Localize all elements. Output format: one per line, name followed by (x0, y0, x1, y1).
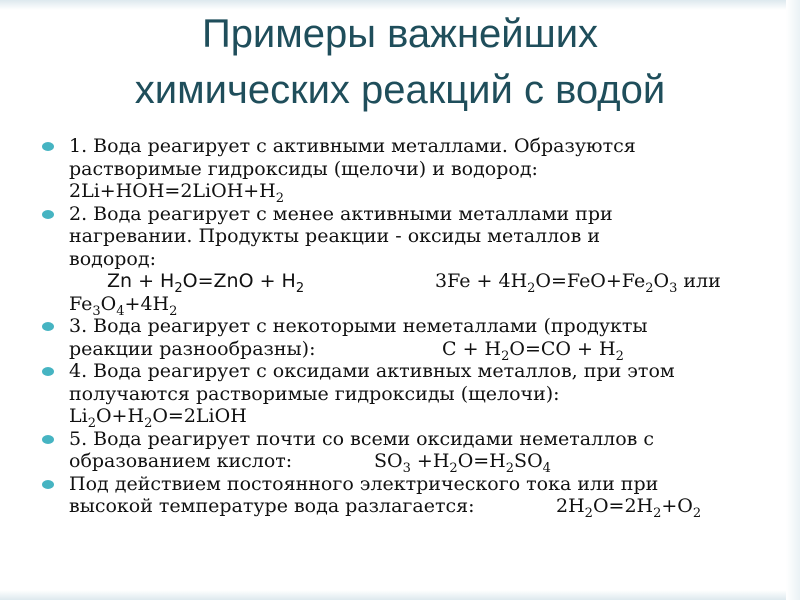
list-item-3 (42, 315, 777, 364)
item-2-line-3: водород: (69, 247, 156, 270)
equation-fe: $3Fe + 4H_2O=FeO+Fe_2O_3$ или (435, 270, 721, 296)
item-2-line-2: нагревании. Продукты реакции - оксиды металлов и (69, 225, 601, 247)
item-2-equations (42, 270, 777, 319)
bullet-icon (42, 322, 54, 331)
item-3-line-1: 3. Вода реагирует с некоторыми неметаллами (продукты (69, 315, 648, 337)
bullet-icon (42, 210, 54, 219)
item-6-equation: $2H_2O=2H_2+O_2$ (556, 495, 702, 521)
bullet-icon (42, 435, 54, 444)
item-4-line-2: получаются растворимые гидроксиды (щелочи): (69, 382, 560, 405)
title-line-1: Примеры важнейших (201, 12, 599, 56)
equation-fe-continued: $Fe_3O_4+4H_2$ (69, 292, 178, 319)
slide-title (0, 6, 800, 118)
item-5-equation: $SO_3 +H_2O=H_2SO_4$ (374, 450, 551, 476)
item-5-line-2: образованием кислот: (69, 450, 293, 472)
list-item-6 (42, 472, 777, 521)
item-1-line-1: 1. Вода реагирует с активными металлами. Образуются (69, 135, 636, 157)
item-6-line-2-row (69, 495, 777, 521)
bullet-icon (42, 367, 54, 376)
item-4-line-1: 4. Вода реагирует с оксидами активных металлов, при этом (69, 360, 675, 382)
bullet-icon (42, 142, 54, 151)
item-3-equation: $C + H_2O=CO + H_2$ (442, 337, 624, 364)
item-1-equation: $2Li+HOH=2LiOH+H_2$ (69, 180, 285, 206)
item-1-line-2: растворимые гидроксиды (щелочи) и водород: (69, 157, 538, 180)
item-5-line-2-row (69, 450, 777, 476)
item-5-line-1: 5. Вода реагирует почти со всеми оксидами неметаллов с (69, 427, 655, 450)
item-3-line-2: реакции разнообразны): (69, 337, 316, 360)
list-item-1 (42, 135, 777, 206)
item-3-line-2-row (69, 337, 777, 364)
item-4-equation: $Li_2O+H_2O=2LiOH$ (69, 405, 247, 431)
equation-zn: $Zn + H_2O=ZnO + H_2$ (107, 270, 305, 296)
slide-content (42, 135, 777, 521)
item-6-line-1: Под действием постоянного электрического тока или при (69, 472, 659, 495)
list-item-2 (42, 203, 777, 271)
bottom-decor-band (0, 590, 800, 600)
title-line-2: химических реакций с водой (134, 68, 666, 112)
bullet-icon (42, 480, 54, 489)
item-2-line-1: 2. Вода реагирует с менее активными металлами при (69, 202, 613, 225)
list-item-5 (42, 427, 777, 476)
list-item-4 (42, 360, 777, 431)
item-6-line-2: высокой температуре вода разлагается: (69, 495, 475, 517)
